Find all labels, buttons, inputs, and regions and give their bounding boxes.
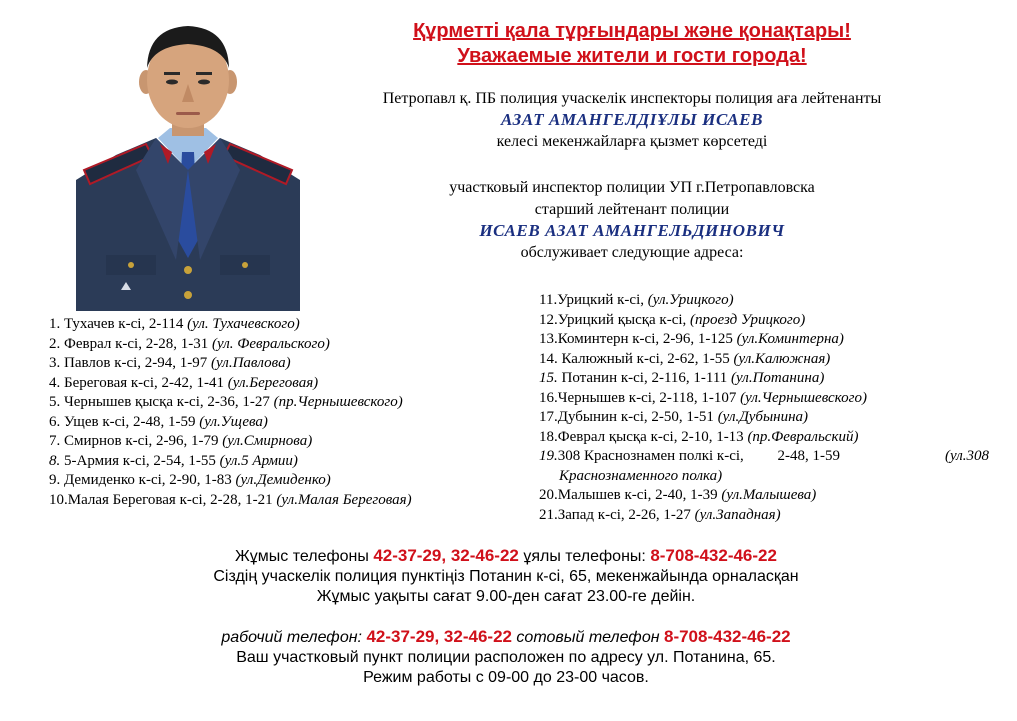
kz-serves-text: келесі мекенжайларға қызмет көрсетеді — [496, 133, 768, 150]
list-item: 19.308 Краснознамен полкі к-сі, 2-48, 1-59 (ул.308 Краснознаменного полка) — [539, 448, 989, 484]
list-item: 16.Чернышев к-сі, 2-118, 1-107 (ул.Чернышевского) — [539, 389, 867, 406]
ru-location-text: Ваш участковый пункт полиции расположен по адресу ул. Потанина, 65. — [236, 649, 776, 666]
ru-intro-text: участковый инспектор полиции УП г.Петропавловска — [449, 179, 815, 196]
work-phones: 42-37-29, 32-46-22 — [373, 546, 519, 565]
list-item: 11.Урицкий к-сі, (ул.Урицкого) — [539, 292, 734, 308]
list-item: 2. Феврал к-сі, 2-28, 1-31 (ул. Февральского) — [49, 335, 330, 352]
ru-hours-text: Режим работы с 09-00 до 23-00 часов. — [363, 669, 649, 686]
list-item: 13.Коминтерн к-сі, 2-96, 1-125 (ул.Коминтерна) — [539, 331, 844, 347]
list-item: 12.Урицкий қысқа к-сі, (проезд Урицкого) — [539, 311, 806, 328]
list-item: 21.Запад к-сі, 2-26, 1-27 (ул.Западная) — [539, 506, 781, 523]
list-item: 5. Чернышев қысқа к-сі, 2-36, 1-27 (пр.Чернышевского) — [49, 394, 403, 410]
list-item: 4. Береговая к-сі, 2-42, 1-41 (ул.Береговая) — [49, 374, 319, 391]
address-list-left — [49, 315, 412, 510]
kz-hours-text: Жұмыс уақыты сағат 9.00-ден сағат 23.00-ге дейін. — [316, 588, 696, 605]
ru-phone-line: рабочий телефон: 42-37-29, 32-46-22 сотовый телефон 8-708-432-46-22 — [221, 627, 791, 646]
work-phones: 42-37-29, 32-46-22 — [366, 627, 512, 646]
title-kazakh: Құрметті қала тұрғындары және қонақтары! — [413, 20, 851, 42]
ru-rank-text: старший лейтенант полиции — [534, 201, 730, 218]
title-russian: Уважаемые жители и гости города! — [457, 45, 807, 67]
kz-officer-name: АЗАТ АМАНГЕЛДІҰЛЫ ИСАЕВ — [500, 110, 764, 129]
list-item: 14. Калюжный к-сі, 2-62, 1-55 (ул.Калюжная) — [539, 350, 831, 367]
list-item: 1. Тухачев к-сі, 2-114 (ул. Тухачевского) — [49, 316, 300, 332]
list-item: 6. Ущев к-сі, 2-48, 1-59 (ул.Ущева) — [49, 413, 268, 430]
officer-photo — [76, 20, 300, 311]
list-item: 17.Дубынин к-сі, 2-50, 1-51 (ул.Дубынина) — [539, 409, 809, 425]
list-item: 15. Потанин к-сі, 2-116, 1-111 (ул.Потанина) — [539, 370, 825, 386]
list-item: 18.Феврал қысқа к-сі, 2-10, 1-13 (пр.Февральский) — [539, 428, 859, 445]
address-list-right — [539, 291, 989, 525]
list-item: 7. Смирнов к-сі, 2-96, 1-79 (ул.Смирнова) — [49, 433, 313, 449]
ru-officer-name: ИСАЕВ АЗАТ АМАНГЕЛЬДИНОВИЧ — [479, 221, 785, 240]
kz-location-text: Сіздің учаскелік полиция пунктіңіз Потанин к-сі, 65, мекенжайында орналасқан — [213, 568, 799, 585]
list-item: 10.Малая Береговая к-сі, 2-28, 1-21 (ул.Малая Береговая) — [49, 491, 412, 508]
ru-serves-text: обслуживает следующие адреса: — [520, 244, 744, 261]
list-item: 20.Малышев к-сі, 2-40, 1-39 (ул.Малышева) — [539, 487, 817, 503]
list-item: 3. Павлов к-сі, 2-94, 1-97 (ул.Павлова) — [49, 355, 291, 371]
kz-phone-line: Жұмыс телефоны 42-37-29, 32-46-22 ұялы телефоны: 8-708-432-46-22 — [235, 546, 777, 565]
mobile-phone: 8-708-432-46-22 — [650, 546, 777, 565]
list-item: 8. 5-Армия к-сі, 2-54, 1-55 (ул.5 Армии) — [49, 452, 298, 469]
mobile-phone: 8-708-432-46-22 — [663, 627, 791, 646]
kz-intro-text: Петропавл қ. ПБ полиция учаскелік инспекторы полиция аға лейтенанты — [382, 90, 882, 107]
list-item: 9. Демиденко к-сі, 2-90, 1-83 (ул.Демиденко) — [49, 472, 331, 488]
